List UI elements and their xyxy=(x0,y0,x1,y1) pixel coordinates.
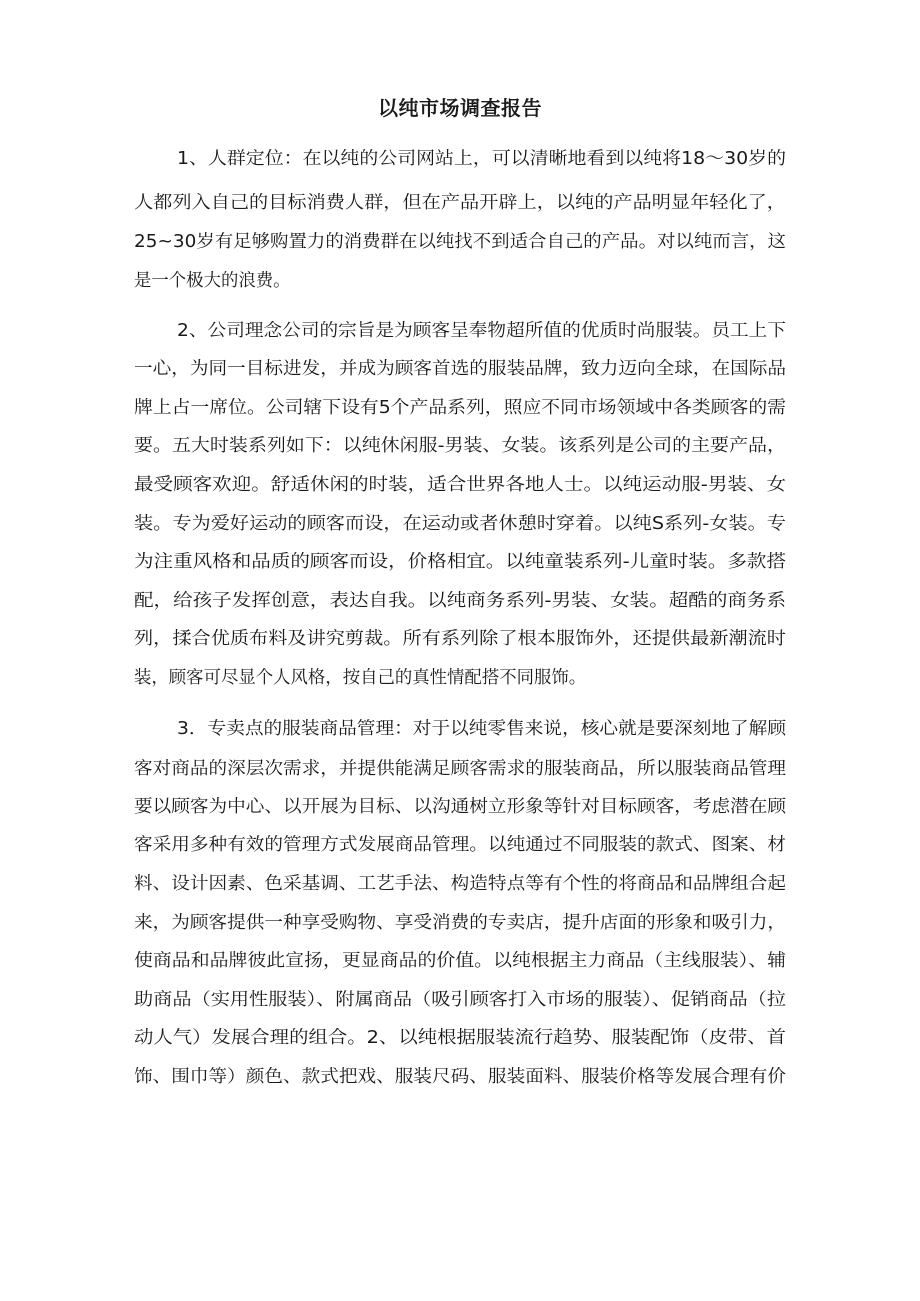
document-title: 以纯市场调查报告 xyxy=(378,96,542,120)
document-page: 以纯市场调查报告 1、人群定位：在以纯的公司网站上，可以清晰地看到以纯将18～30岁的 人都列入自己的目标消费人群，但在产品开辟上，以纯的产品明显年轻化了， 25~30岁有足够购置力的消费群在以纯找不到适合自己的产品。对以纯而言，这 是一个极大的浪费。 2、公司理念公司的宗旨是为顾客呈奉物超所值的优质时尚服装。员工上下 一心，为同一目标进发，并成为顾客首选的服装品牌，致力迈向全球，在国际品 牌上占一席位。公司辖下设有5个产品系列，照应不同市场领域中各类顾客的需 要。五大时装系列如下：以纯休闲服-男装、女装。该系列是公司的主要产品， 最受顾客欢迎。舒适休闲的时装，适合世界各地人士。以纯运动服-男装、女 装。专为爱好运动的顾客而设，在运动或者休憩时穿着。以纯S系列-女装。专 为注重风格和品质的顾客而设，价格相宜。以纯童装系列-儿童时装。多款搭 配，给孩子发挥创意，表达自我。以纯商务系列-男装、女装。超酷的商务系 列，揉合优质布料及讲究剪裁。所有系列除了根本服饰外，还提供最新潮流时 装，顾客可尽显个人风格，按自己的真性情配搭不同服饰。 3．专卖点的服装商品管理：对于以纯零售来说，核心就是要深刻地了解顾 客对商品的深层次需求，并提供能满足顾客需求的服装商品，所以服装商品管理 要以顾客为中心、以开展为目标、以沟通树立形象等针对目标顾客，考虑潜在顾 客采用多种有效的管理方式发展商品管理。以纯通过不同服装的款式、图案、材 料、设计因素、色采基调、工艺手法、构造特点等有个性的将商品和品牌组合起 来，为顾客提供一种享受购物、享受消费的专卖店，提升店面的形象和吸引力， 使商品和品牌彼此宣扬，更显商品的价值。以纯根据主力商品（主线服装）、辅 助商品（实用性服装）、附属商品（吸引顾客打入市场的服装）、促销商品（拉 动人气）发展合理的组合。2、以纯根据服装流行趋势、服装配饰（皮带、首 饰、围巾等）颜色、款式把戏、服装尺码、服装面料、服装价格等发展合理有价 xyxy=(0,0,920,1301)
